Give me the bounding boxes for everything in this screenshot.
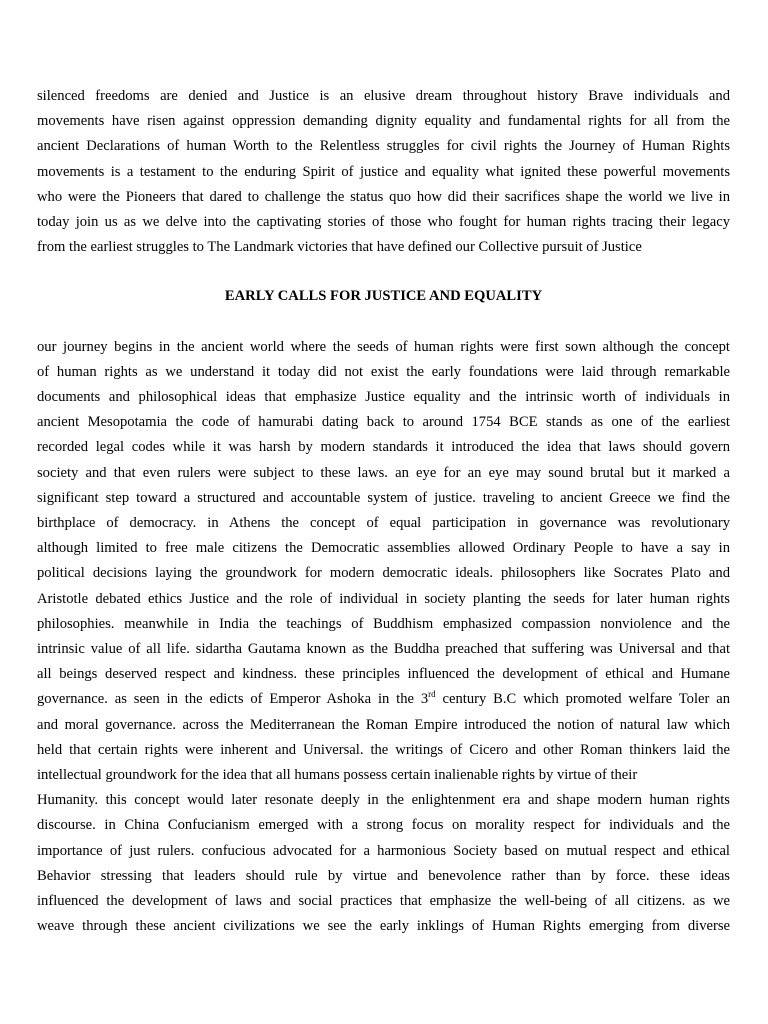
intro-paragraph bbox=[37, 84, 730, 260]
text-line: birthplace of democracy. in Athens the concept of equal participation in governance was revolutionary bbox=[37, 515, 730, 532]
text-line: although limited to free male citizens the Democratic assemblies allowed Ordinary People to have a say in bbox=[37, 540, 730, 557]
text-line: movements have risen against oppression demanding dignity equality and fundamental rights for all from the bbox=[37, 113, 730, 130]
text-line: discourse. in China Confucianism emerged with a strong focus on morality respect for individuals and the bbox=[37, 817, 730, 834]
ashoka-text-after: century B.C which promoted welfare Toler an bbox=[435, 691, 730, 708]
text-line: weave through these ancient civilizations we see the early inklings of Human Rights emerging from diverse bbox=[37, 918, 730, 935]
ordinal-suffix: rd bbox=[428, 689, 436, 700]
text-line: significant step toward a structured and accountable system of justice. traveling to ancient Greece we find the bbox=[37, 489, 730, 506]
spacer bbox=[37, 310, 730, 335]
text-line: Humanity. this concept would later resonate deeply in the enlightenment era and shape modern human rights bbox=[37, 792, 730, 809]
text-line: ancient Mesopotamia the code of hamurabi dating back to around 1754 BCE stands as one of the earliest bbox=[37, 414, 730, 431]
text-line: all beings deserved respect and kindness. these principles influenced the development of ethical and Humane bbox=[37, 666, 730, 683]
text-line: held that certain rights were inherent and Universal. the writings of Cicero and other Roman thinkers laid the bbox=[37, 741, 730, 758]
text-line: today join us as we delve into the captivating stories of those who fought for human rights tracing their legacy bbox=[37, 214, 730, 231]
text-line: philosophies. meanwhile in India the teachings of Buddhism emphasized compassion nonviolence and the bbox=[37, 615, 730, 632]
text-line: recorded legal codes while it was harsh by modern standards it introduced the idea that laws should govern bbox=[37, 439, 730, 456]
document-page bbox=[37, 84, 730, 940]
text-line: and moral governance. across the Mediterranean the Roman Empire introduced the notion of natural law which bbox=[37, 716, 730, 733]
body-paragraph bbox=[37, 335, 730, 940]
ashoka-text-before: governance. as seen in the edicts of Emperor Ashoka in the 3 bbox=[37, 691, 429, 708]
text-line: influenced the development of laws and social practices that emphasize the well-being of all citizens. as we bbox=[37, 893, 730, 910]
text-line: movements is a testament to the enduring Spirit of justice and equality what ignited these powerful movements bbox=[37, 163, 730, 180]
text-line: who were the Pioneers that dared to challenge the status quo how did their sacrifices shape the world we live in bbox=[37, 188, 730, 205]
text-line: Behavior stressing that leaders should rule by virtue and benevolence rather than by force. these ideas bbox=[37, 867, 730, 884]
text-line: of human rights as we understand it today did not exist the early foundations were laid through remarkable bbox=[37, 363, 730, 380]
text-line: political decisions laying the groundwork for modern democratic ideals. philosophers like Socrates Plato and bbox=[37, 565, 730, 582]
text-line: ancient Declarations of human Worth to the Relentless struggles for civil rights the Journey of Human Rights bbox=[37, 138, 730, 155]
section-heading: EARLY CALLS FOR JUSTICE AND EQUALITY bbox=[224, 288, 543, 305]
text-line: intellectual groundwork for the idea that all humans possess certain inalienable rights by virtue of their bbox=[37, 767, 638, 784]
spacer bbox=[37, 260, 730, 284]
text-line: silenced freedoms are denied and Justice is an elusive dream throughout history Brave individuals and bbox=[37, 88, 730, 104]
text-line: from the earliest struggles to The Landmark victories that have defined our Collective pursuit of Justice bbox=[37, 239, 642, 256]
text-line: importance of just rulers. confucious advocated for a harmonious Society based on mutual respect and ethical bbox=[37, 842, 730, 859]
text-line: our journey begins in the ancient world where the seeds of human rights were first sown although the concept bbox=[37, 338, 730, 355]
text-line: Aristotle debated ethics Justice and the role of individual in society planting the seeds for later human rights bbox=[37, 590, 730, 607]
text-line: intrinsic value of all life. sidartha Gautama known as the Buddha preached that suffering was Universal and that bbox=[37, 641, 730, 658]
text-line-ashoka bbox=[37, 687, 730, 712]
text-line: documents and philosophical ideas that emphasize Justice equality and the intrinsic worth of individuals in bbox=[37, 389, 730, 406]
text-line: society and that even rulers were subject to these laws. an eye for an eye may sound brutal but it marked a bbox=[37, 464, 730, 481]
